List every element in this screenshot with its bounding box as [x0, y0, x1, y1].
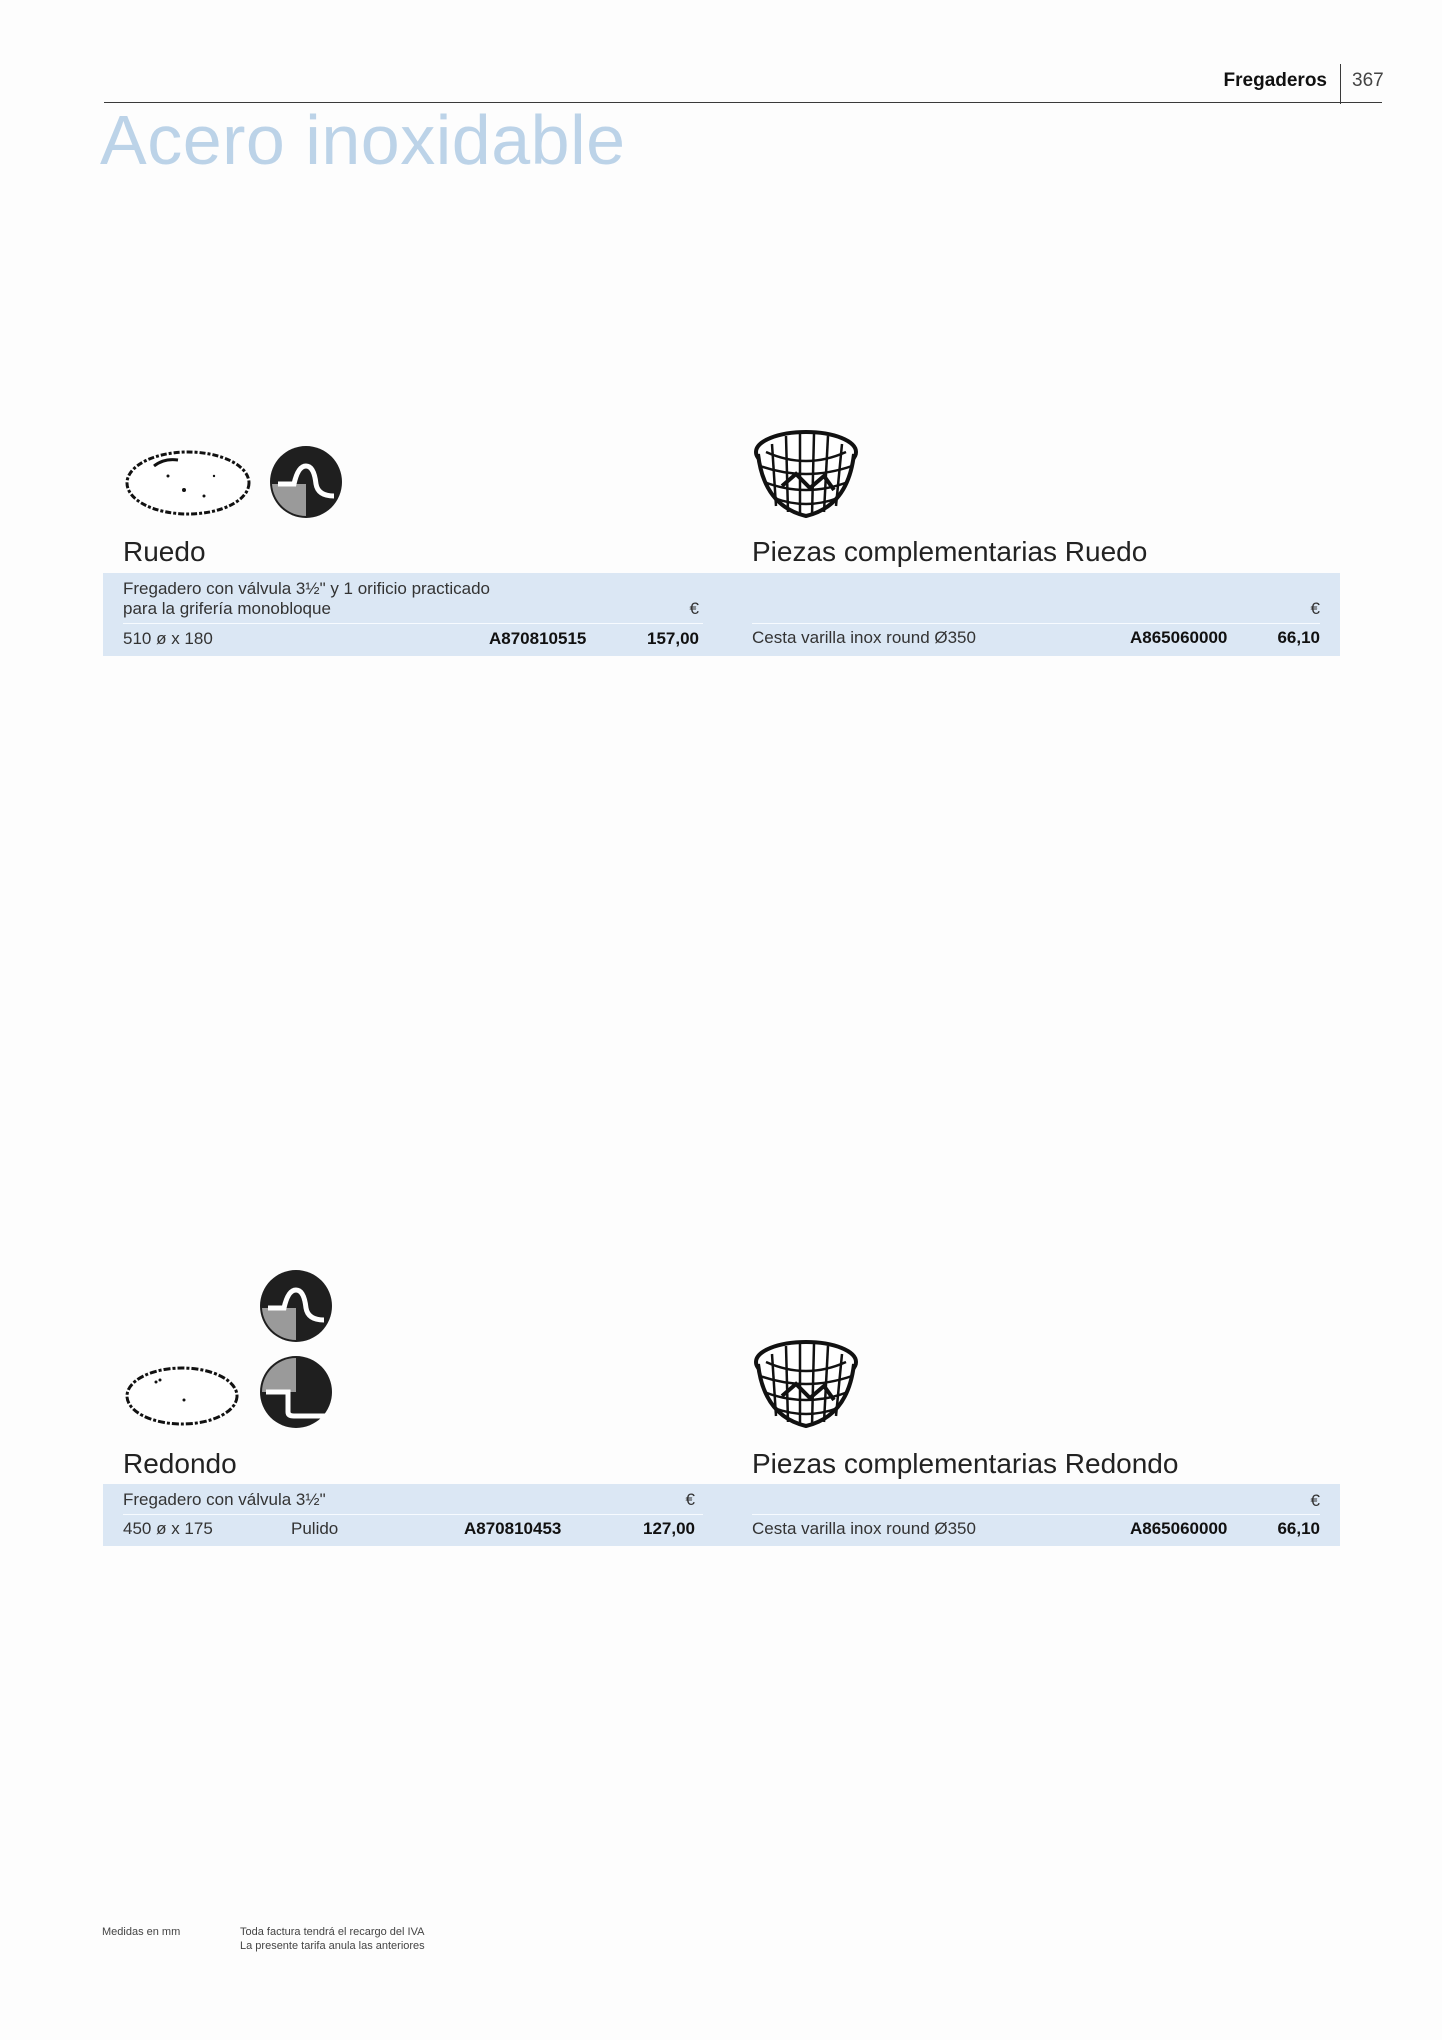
table-divider: [123, 1514, 703, 1515]
description-line: Fregadero con válvula 3½" y 1 orificio practicado: [123, 579, 491, 598]
product-title: Ruedo: [123, 536, 206, 567]
price-cell: 157,00: [647, 629, 699, 648]
footer-tariff-note: La presente tarifa anula las anteriores: [240, 1940, 425, 1952]
size-cell: 510 ø x 180: [123, 629, 213, 648]
size-cell: 450 ø x 175: [123, 1519, 213, 1538]
footer-units-note: Medidas en mm: [102, 1926, 181, 1938]
table-divider: [752, 623, 1320, 624]
currency-label: €: [1310, 1491, 1320, 1510]
page-title: Acero inoxidable: [100, 101, 626, 179]
price-cell: 66,10: [1277, 1519, 1320, 1538]
accessory-title: Piezas complementarias Redondo: [752, 1448, 1179, 1479]
product-title: Redondo: [123, 1448, 237, 1479]
description-line: para la grifería monobloque: [123, 599, 331, 618]
accessory-name-cell: Cesta varilla inox round Ø350: [752, 1519, 976, 1538]
accessory-table: [703, 573, 1340, 656]
code-cell: A870810453: [464, 1519, 562, 1538]
product-table: [103, 573, 703, 656]
code-cell: A865060000: [1130, 628, 1228, 647]
description-line: Fregadero con válvula 3½": [123, 1490, 326, 1509]
table-divider: [752, 1514, 1320, 1515]
code-cell: A870810515: [489, 629, 587, 648]
product-table: [103, 1484, 703, 1546]
price-cell: 127,00: [643, 1519, 695, 1538]
code-cell: A865060000: [1130, 1519, 1228, 1538]
accessory-name-cell: Cesta varilla inox round Ø350: [752, 628, 976, 647]
accessory-title: Piezas complementarias Ruedo: [752, 536, 1148, 567]
oval-sink-outline-icon: [124, 446, 252, 518]
table-divider: [123, 623, 703, 624]
finish-cell: Pulido: [291, 1519, 339, 1538]
currency-label: €: [1310, 599, 1320, 618]
wire-basket-icon: [752, 426, 860, 522]
section-title: Fregaderos: [1223, 70, 1327, 91]
oval-sink-outline-icon: [124, 1364, 240, 1428]
mounting-type-icon: [268, 444, 344, 520]
accessory-table: [703, 1484, 1340, 1546]
price-cell: 66,10: [1277, 628, 1320, 647]
currency-label: €: [689, 599, 699, 618]
footer-tax-note: Toda factura tendrá el recargo del IVA: [240, 1926, 425, 1938]
header-divider: [1340, 64, 1341, 104]
mounting-type-icon: [258, 1268, 334, 1344]
page-number: 367: [1352, 70, 1384, 91]
undermount-type-icon: [258, 1354, 334, 1430]
currency-label: €: [685, 1490, 695, 1509]
wire-basket-icon: [752, 1336, 860, 1432]
